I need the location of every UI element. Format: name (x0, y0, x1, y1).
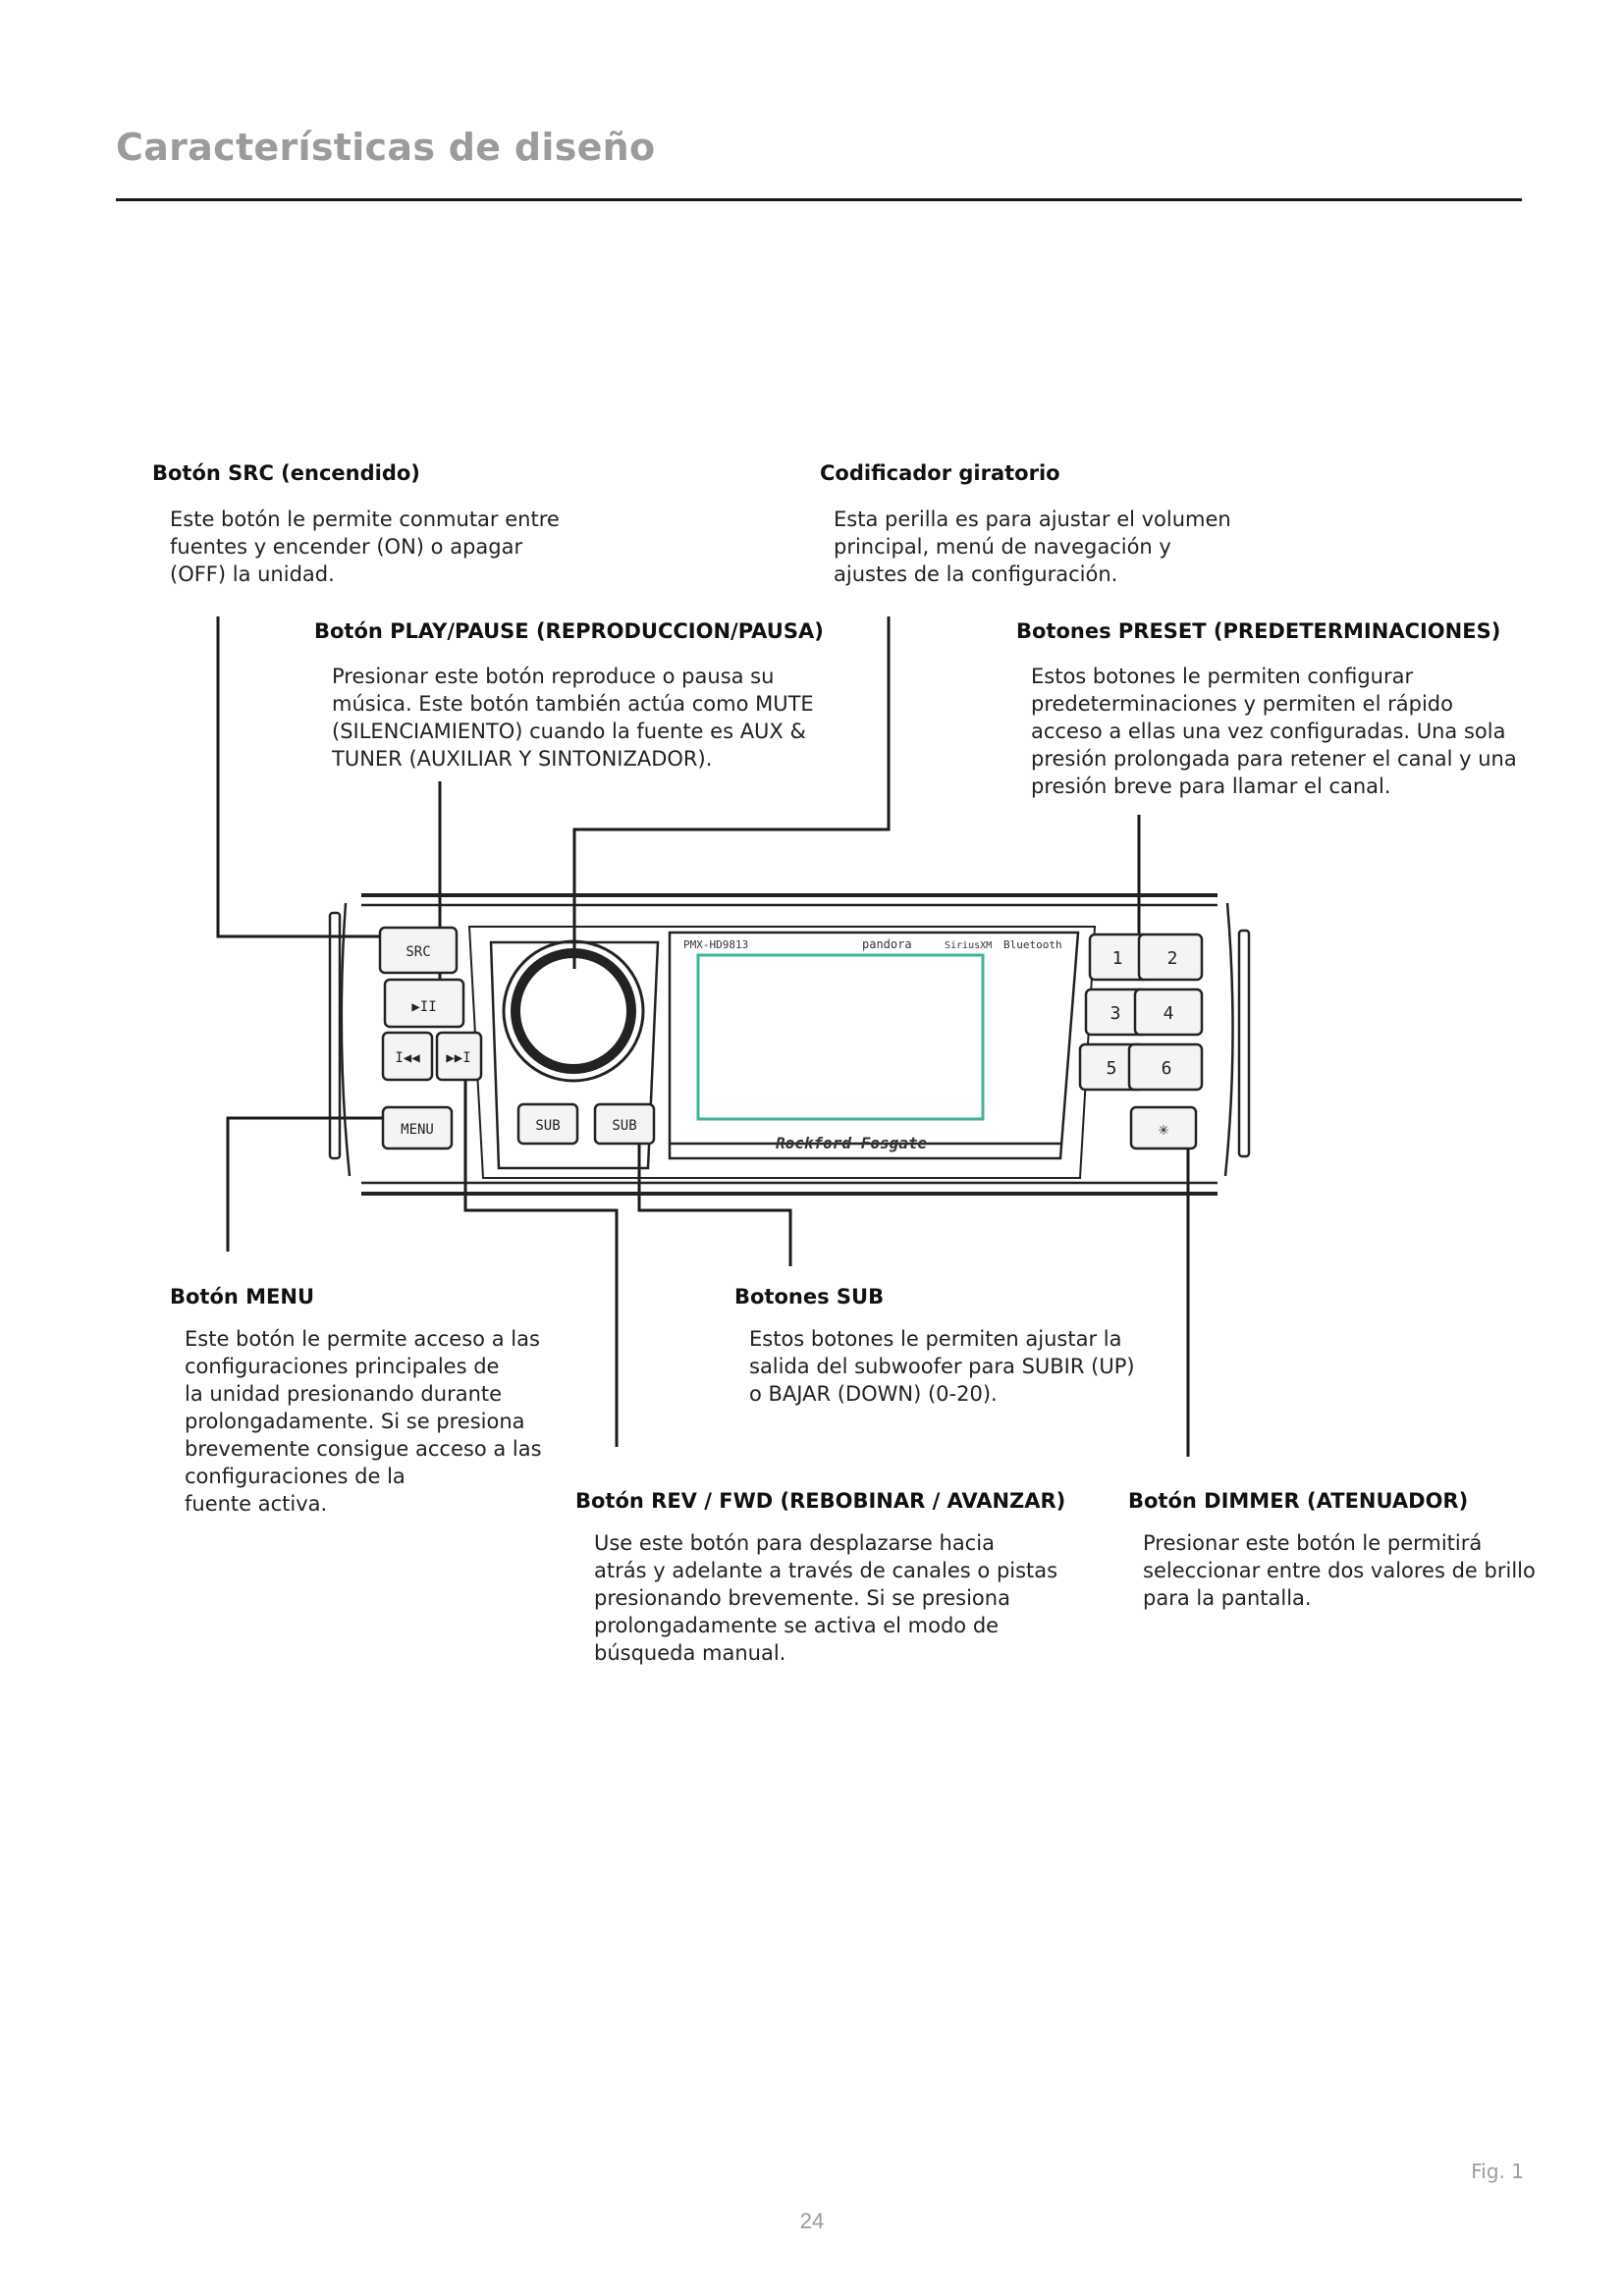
preset-3-label: 3 (1110, 1003, 1121, 1024)
page-title: Características de diseño (116, 126, 656, 169)
callout-src-title: Botón SRC (encendido) (152, 461, 420, 485)
callout-sub-title: Botones SUB (734, 1285, 885, 1308)
model-label: PMX-HD9813 (683, 938, 749, 951)
callout-encoder-title: Codificador giratorio (820, 461, 1060, 485)
play-pause-icon: ▶II (411, 999, 437, 1015)
leader-lines (218, 616, 1188, 1457)
leader-menu (228, 1118, 383, 1252)
bluetooth-logo: Bluetooth (1003, 938, 1062, 951)
callout-sub-body: Estos botones le permiten ajustar la salida del subwoofer para SUBIR (UP) o BAJAR (DOWN) (0-20). (749, 1327, 1135, 1406)
preset-5-label: 5 (1106, 1058, 1117, 1079)
callout-encoder-body: Esta perilla es para ajustar el volumen principal, menú de navegación y ajustes de la configuración. (834, 507, 1231, 586)
menu-button-label: MENU (401, 1122, 434, 1138)
callout-play-pause-body: Presionar este botón reproduce o pausa su música. Este botón también actúa como MUTE (SILENCIAMIENTO) cuando la fuente es AUX & TUNER (AUXILIAR Y SINTONIZADOR). (332, 665, 814, 771)
leader-sub (639, 1114, 790, 1266)
leader-encoder (574, 616, 889, 969)
callout-menu-body: Este botón le permite acceso a las configuraciones principales de la unidad presionando durante prolongadamente. Si se presiona brevemente consigue acceso a las configuraciones de la fuente activa. (185, 1327, 542, 1516)
pandora-logo: pandora (862, 937, 912, 951)
leader-src (218, 616, 410, 936)
callout-dimmer-title: Botón DIMMER (ATENUADOR) (1128, 1489, 1469, 1513)
callout-rev-fwd-body: Use este botón para desplazarse hacia atrás y adelante a través de canales o pistas presionando brevemente. Si se presiona prolongadamente se activa el modo de búsqueda manual. (594, 1531, 1058, 1665)
dimmer-icon: ✳ (1158, 1119, 1169, 1140)
src-button-label: SRC (406, 944, 431, 960)
callout-rev-fwd-title: Botón REV / FWD (REBOBINAR / AVANZAR) (575, 1489, 1066, 1513)
preset-6-label: 6 (1161, 1058, 1172, 1079)
figure-label: Fig. 1 (1471, 2160, 1524, 2183)
brand-logo: Rockford Fosgate (776, 1134, 928, 1152)
callout-src-body: Este botón le permite conmutar entre fuentes y encender (ON) o apagar (OFF) la unidad. (170, 507, 560, 586)
fwd-icon: ▶▶I (446, 1050, 471, 1066)
rev-icon: I◀◀ (395, 1050, 420, 1066)
preset-4-label: 4 (1163, 1003, 1174, 1024)
siriusxm-logo: SiriusXM (945, 940, 993, 951)
preset-2-label: 2 (1166, 948, 1178, 969)
sub-left-label: SUB (535, 1118, 561, 1134)
preset-1-label: 1 (1111, 948, 1123, 969)
callout-menu-title: Botón MENU (170, 1285, 315, 1308)
display-screen (698, 955, 983, 1119)
page-number: 24 (799, 2209, 825, 2233)
preset-buttons (1080, 934, 1202, 1148)
sub-right-label: SUB (612, 1118, 637, 1134)
callout-play-pause-title: Botón PLAY/PAUSE (REPRODUCCION/PAUSA) (314, 619, 824, 643)
callout-dimmer-body: Presionar este botón le permitirá seleccionar entre dos valores de brillo para la pantalla. (1143, 1531, 1536, 1610)
callout-preset-body: Estos botones le permiten configurar predeterminaciones y permiten el rápido acceso a ellas una vez configuradas. Una sola presión prolongada para retener el canal y una presión breve para llamar el canal. (1031, 665, 1517, 798)
callout-preset-title: Botones PRESET (PREDETERMINACIONES) (1016, 619, 1501, 643)
